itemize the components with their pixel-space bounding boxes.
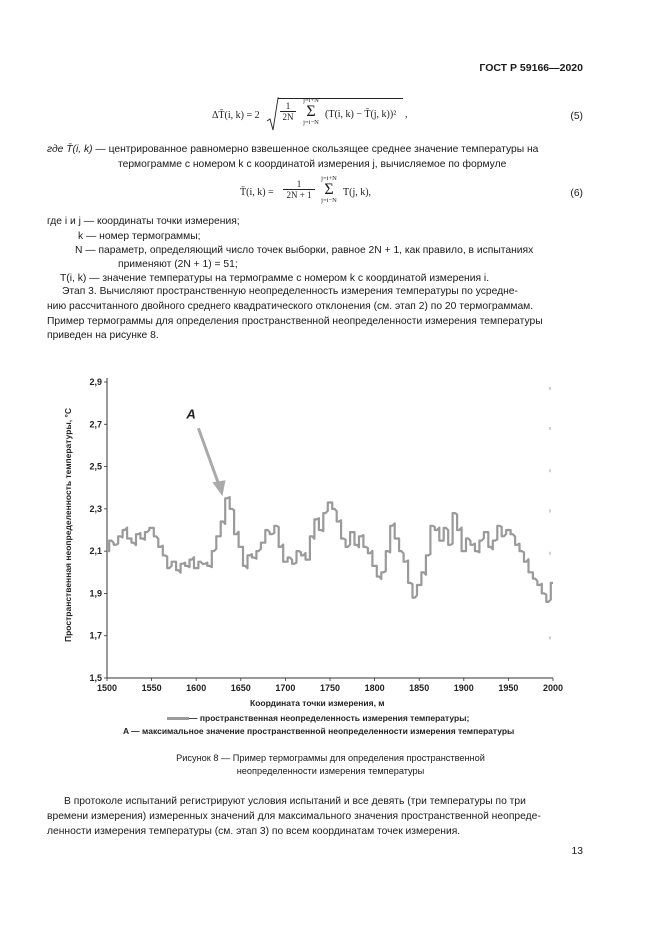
x-tick-label: 1700 — [275, 683, 296, 693]
formula-5-lhs: ΔT̄(i, k) = 2 — [212, 110, 260, 121]
sum-lower-limit: j=i−N — [321, 197, 337, 204]
x-tick-label: 1800 — [364, 683, 385, 693]
definition-n: N — параметр, определяющий число точек выборки, равное 2N + 1, как правило, в испытаниях — [75, 245, 534, 256]
formula-6-lhs: T̄(i, k) = — [240, 187, 274, 198]
stage3-line-4: приведен на рисунке 8. — [47, 330, 159, 341]
formula-5-tail: , — [405, 109, 408, 120]
x-tick-label: 2000 — [542, 683, 564, 693]
formula-6-body: T(j, k), — [343, 187, 372, 198]
y-tick-label: 1,7 — [89, 630, 102, 641]
closing-line-3: ленности измерения температуры (см. этап 3) по всем координатам точек измерения. — [47, 826, 461, 837]
x-tick-label: 1950 — [498, 683, 519, 693]
definition-k: k — номер термограммы; — [78, 231, 201, 242]
formula-5-sum — [298, 97, 324, 127]
sum-upper-limit: j=i+N — [303, 97, 319, 104]
where-line-1 — [47, 142, 584, 157]
sum-upper-limit: j=i+N — [321, 175, 337, 182]
where-definition: — центрированное равномерно взвешенное скользящее среднее значение температуры на — [95, 144, 539, 155]
formula-6-fraction — [283, 179, 315, 200]
closing-line-2: времени измерения) измеренных значений для максимального значения пространственной неопреде- — [47, 811, 541, 822]
y-tick-label: 1,9 — [89, 588, 102, 599]
page-number: 13 — [571, 846, 583, 857]
fraction-denominator: 2N — [282, 112, 294, 122]
definition-n-cont: применяют (2N + 1) = 51; — [118, 259, 238, 270]
legend-series-label: — пространственная неопределенность измерения температуры; — [189, 713, 470, 723]
x-tick-label: 1550 — [141, 683, 162, 693]
y-axis-label: Пространственная неопределенность температуры, °С — [63, 408, 73, 642]
x-tick-label: 1750 — [319, 683, 341, 693]
annotation-label: A — [186, 406, 196, 422]
formula-5 — [212, 97, 408, 126]
sigma-icon: Σ — [306, 103, 316, 120]
fraction-denominator: 2N + 1 — [286, 190, 312, 200]
x-tick-label: 1500 — [96, 683, 118, 693]
y-tick-label: 2,3 — [89, 503, 102, 514]
figure-caption-line-2: неопределенности измерения температуры — [236, 766, 425, 776]
y-tick-label: 2,9 — [89, 377, 102, 387]
standard-designation: ГОСТ Р 59166—2020 — [479, 62, 583, 74]
formula-5-body: (T(i, k) − T̄(j, k))² — [325, 109, 397, 120]
legend-swatch — [167, 717, 189, 720]
formula-6-sum — [316, 175, 342, 205]
sum-lower-limit: j=i−N — [303, 119, 319, 126]
y-tick-label: 2,7 — [89, 419, 102, 430]
y-tick-label: 1,5 — [89, 673, 102, 683]
where-line-2: термограмме с номером k с координатой измерения j, вычисляемое по формуле — [118, 159, 507, 170]
figure-caption-line-1: Рисунок 8 — Пример термограммы для определения пространственной — [176, 753, 485, 763]
legend-item-annotation: A — максимальное значение пространственной неопределенности измерения температуры — [123, 726, 515, 736]
stage3-line-1: Этап 3. Вычисляют пространственную неопределенность измерения температуры по усредне- — [62, 286, 518, 297]
stage3-line-3: Пример термограммы для определения пространственной неопределенности измерения температуры — [47, 316, 543, 327]
definition-t: T(i, k) — значение температуры на термограмме с номером k с координатой измерения i. — [60, 273, 490, 284]
annotation-arrow-head — [212, 480, 225, 496]
legend-item-series — [167, 713, 469, 723]
x-tick-label: 1600 — [186, 683, 207, 693]
y-tick-label: 2,1 — [89, 546, 102, 557]
where-term: где T̄(i, k) — [47, 144, 93, 155]
x-axis-label: Координата точки измерения, м — [250, 698, 385, 708]
stage3-line-2: нию рассчитанного двойного среднего квадратического отклонения (см. этап 2) по 20 термограммам. — [47, 301, 534, 312]
fraction-numerator: 1 — [283, 179, 315, 190]
closing-line-1: В протоколе испытаний регистрируют условия испытаний и все девять (три температуры по три — [64, 796, 526, 807]
formula-5-fraction — [280, 101, 296, 122]
equation-number-6: (6) — [570, 188, 583, 199]
x-tick-label: 1900 — [453, 683, 474, 693]
annotation-arrow-shaft — [198, 428, 219, 486]
sqrt-overline — [278, 98, 403, 99]
y-tick-label: 2,5 — [89, 461, 102, 472]
definition-ij: где i и j — координаты точки измерения; — [47, 216, 240, 227]
sigma-icon: Σ — [324, 181, 334, 198]
series-line — [107, 497, 553, 602]
equation-number-5: (5) — [570, 111, 583, 122]
fraction-numerator: 1 — [280, 101, 296, 112]
x-tick-label: 1850 — [409, 683, 430, 693]
x-tick-label: 1650 — [230, 683, 251, 693]
formula-6 — [240, 175, 372, 204]
sqrt-sign-icon — [267, 97, 279, 131]
